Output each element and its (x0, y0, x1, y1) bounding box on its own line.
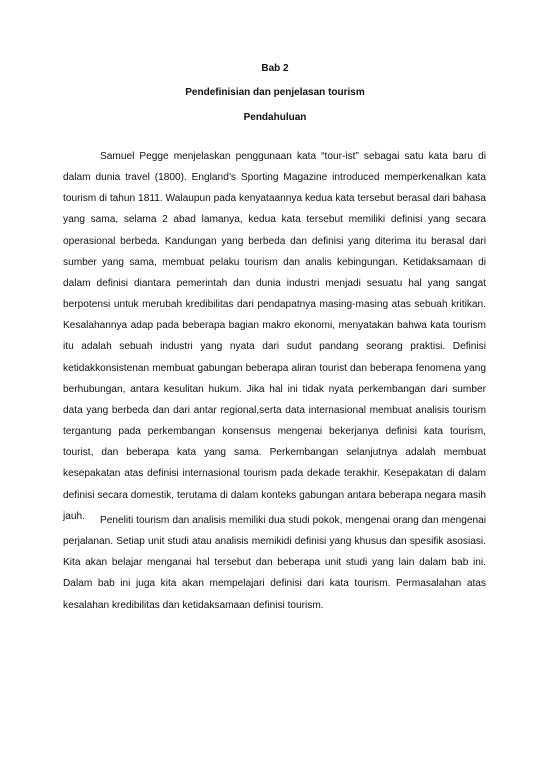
body-paragraph: Samuel Pegge menjelaskan penggunaan kata “tour-ist” sebagai satu kata baru di dalam dunia travel (1800). England’s Sporting Magazine introduced memperkenalkan kata tourism di tahun 1811. Walaupun pada kenyataannya kedua kata tersebut berasal dari bahasa yang sama, selama 2 abad lamanya, kedua kata tersebut memiliki definisi yang secara operasional berbeda. Kandungan yang berbeda dan definisi yang diterima itu berasal dari sumber yang sama, membuat pelaku tourism dan analis kebingungan. Ketidaksamaan di dalam definisi diantara pemerintah dan dunia industri menjadi sesuatu hal yang sangat berpotensi untuk merubah kredibilitas dari pendapatnya masing-masing atas sebuah kritikan. Kesalahannya adap pada beberapa bagian makro ekonomi, menyatakan bahwa kata tourism itu adalah sebuah industri yang nyata dari sudut pandang seorang praktisi. Definisi ketidakkonsistenan membuat gabungan beberapa aliran tourist dan beberapa fenomena yang berhubungan, antara kesulitan hukum. Jika hal ini tidak nyata perkembangan dari sumber data yang berbeda dan dari antar regional,serta data internasional membuat analisis tourism tergantung pada perkembangan konsensus mengenai bekerjanya definisi kata tourism, tourist, dan beberapa kata yang sama. Perkembangan selanjutnya adalah membuat kesepakatan atas definisi internasional tourism pada dekade terakhir. Kesepakatan di dalam definisi secara domestik, terutama di dalam konteks gabungan antara beberapa negara masih jauh. (63, 151, 486, 522)
chapter-heading: Bab 2 (261, 63, 289, 74)
section-heading: Pendahuluan (243, 112, 307, 123)
body-paragraph: Peneliti tourism dan analisis memiliki dua studi pokok, mengenai orang dan mengenai perjalanan. Setiap unit studi atau analisis memikidi definisi yang khusus dan spesifik asosiasi. Kita akan belajar menganai hal tersebut dan beberapa unit studi yang lain dalam bab ini. Dalam bab ini juga kita akan mempelajari definisi dari kata tourism. Permasalahan atas kesalahan kredibilitas dan ketidaksamaan definisi tourism. (63, 515, 486, 611)
chapter-title: Pendefinisian dan penjelasan tourism (185, 87, 365, 98)
